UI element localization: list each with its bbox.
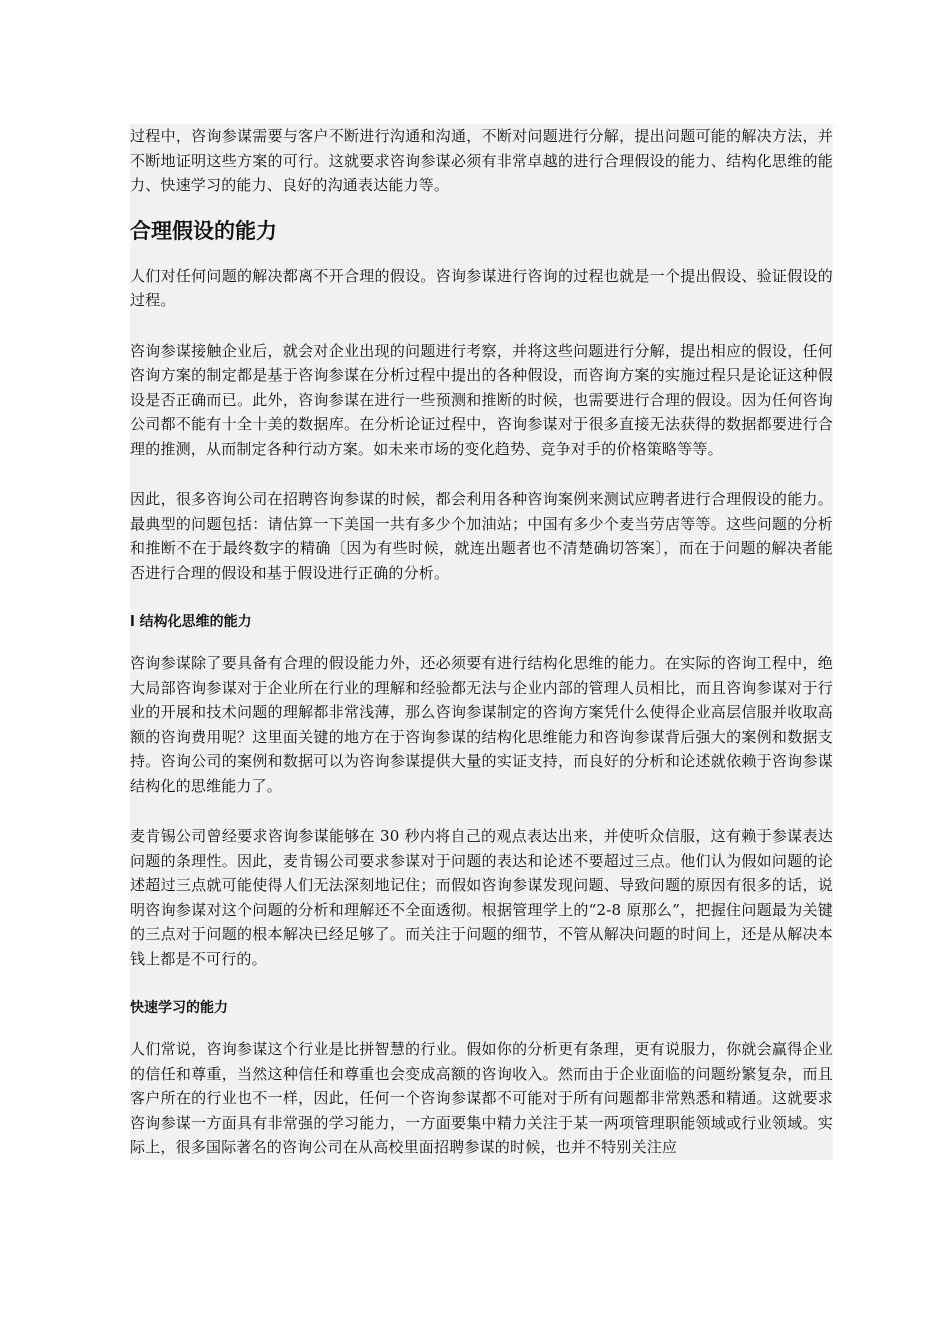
document-body <box>130 124 833 1160</box>
paragraph: 咨询参谋除了要具备有合理的假设能力外，还必须要有进行结构化思维的能力。在实际的咨询工程中，绝大局部咨询参谋对于企业所在行业的理解和经验都无法与企业内部的管理人员相比，而且咨询参谋对于行业的开展和技术问题的理解都非常浅薄，那么咨询参谋制定的咨询方案凭什么使得企业高层信服并收取高额的咨询费用呢？这里面关键的地方在于咨询参谋的结构化思维能力和咨询参谋背后强大的案例和数据支持。咨询公司的案例和数据可以为咨询参谋提供大量的实证支持，而良好的分析和论述就依赖于咨询参谋结构化的思维能力了。 <box>130 654 833 795</box>
paragraph: 因此，很多咨询公司在招聘咨询参谋的时候，都会利用各种咨询案例来测试应聘者进行合理假设的能力。最典型的问题包括：请估算一下美国一共有多少个加油站；中国有多少个麦当劳店等等。这些问题的分析和推断不在于最终数字的精确〔因为有些时候，就连出题者也不清楚确切答案〕，而在于问题的解决者能否进行合理的假设和基于假设进行正确的分析。 <box>130 490 833 582</box>
paragraph-gap <box>130 971 833 997</box>
paragraph: 人们常说，咨询参谋这个行业是比拼智慧的行业。假如你的分析更有条理，更有说服力，你就会赢得企业的信任和尊重，当然这种信任和尊重也会变成高额的咨询收入。然而由于企业面临的问题纷繁复杂，而且客户所在的行业也不一样，因此，任何一个咨询参谋都不可能对于所有问题都非常熟悉和精通。这就要求咨询参谋一方面具有非常强的学习能力，一方面要集中精力关注于某一两项管理职能领域或行业领域。实际上，很多国际著名的咨询公司在从高校里面招聘参谋的时候，也并不特别关注应 <box>130 1040 833 1156</box>
paragraph: 咨询参谋接触企业后，就会对企业出现的问题进行考察，并将这些问题进行分解，提出相应的假设，任何咨询方案的制定都是基于咨询参谋在分析过程中提出的各种假设，而咨询方案的实施过程只是论证这种假设是否正确而已。此外，咨询参谋在进行一些预测和推断的时候，也需要进行合理的假设。因为任何咨询公司都不能有十全十美的数据库。在分析论证过程中，咨询参谋对于很多直接无法获得的数据都要进行合理的推测，从而制定各种行动方案。如未来市场的变化趋势、竞争对手的价格策略等等。 <box>130 341 833 458</box>
paragraph-gap <box>130 313 833 339</box>
intro-paragraph: 过程中，咨询参谋需要与客户不断进行沟通和沟通，不断对问题进行分解，提出问题可能的解决方法，并不断地证明这些方案的可行。这就要求咨询参谋必须有非常卓越的进行合理假设的能力、结构化思维的能力、快速学习的能力、良好的沟通表达能力等。 <box>130 127 833 194</box>
paragraph-gap <box>130 798 833 824</box>
section-heading-hypothesis: 合理假设的能力 <box>130 218 277 243</box>
paragraph: 人们对任何问题的解决都离不开合理的假设。咨询参谋进行咨询的过程也就是一个提出假设、验证假设的过程。 <box>130 266 833 309</box>
section-heading-structured-thinking: l 结构化思维的能力 <box>130 614 252 630</box>
paragraph-gap <box>130 461 833 487</box>
paragraph-gap <box>130 585 833 611</box>
paragraph: 麦肯锡公司曾经要求咨询参谋能够在 30 秒内将自己的观点表达出来，并使听众信服，这有赖于参谋表达问题的条理性。因此，麦肯锡公司要求参谋对于问题的表达和论述不要超过三点。他们认为假如问题的论述超过三点就可能使得人们无法深刻地记住；而假如咨询参谋发现问题、导致问题的原因有很多的话，说明咨询参谋对这个问题的分析和理解还不全面透彻。根据管理学上的“2-8 原那么”，把握住问题最为关键的三点对于问题的根本解决已经足够了。而关注于问题的细节，不管从解决问题的时间上，还是从解决本钱上都是不可行的。 <box>130 827 833 968</box>
section-heading-fast-learning: 快速学习的能力 <box>130 1000 228 1016</box>
